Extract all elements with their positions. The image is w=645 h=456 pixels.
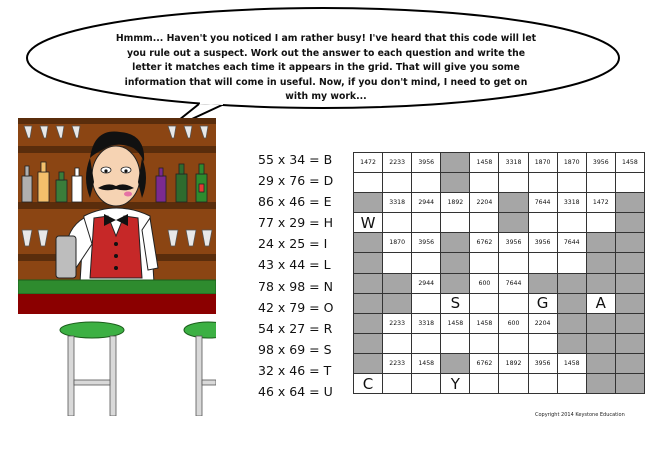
grid-number-cell: 7644 — [528, 193, 557, 213]
question-row: 98 x 69 = S — [258, 341, 332, 357]
grid-number-cell: 1870 — [528, 153, 557, 173]
bartender-illustration — [18, 118, 216, 416]
grid-answer-cell[interactable] — [586, 213, 615, 233]
grid-answer-cell[interactable] — [441, 333, 470, 353]
grid-number-cell: 3318 — [499, 153, 528, 173]
grid-row — [354, 233, 645, 253]
grid-number-cell: 6762 — [470, 233, 499, 253]
grid-answer-cell[interactable] — [557, 374, 586, 394]
question-row: 42 x 79 = O — [258, 299, 334, 315]
grid-answer-cell[interactable] — [499, 173, 528, 193]
grid-number-cell: 3956 — [528, 233, 557, 253]
grid-cell-shaded — [615, 313, 644, 333]
grid-answer-cell[interactable] — [470, 213, 499, 233]
grid-cell-shaded — [615, 374, 644, 394]
code-grid — [353, 152, 645, 394]
grid-cell-shaded — [615, 253, 644, 273]
grid-row — [354, 374, 645, 394]
grid-number-cell: 1458 — [557, 353, 586, 373]
grid-answer-cell[interactable] — [412, 173, 441, 193]
grid-row — [354, 353, 645, 373]
grid-number-cell: 2233 — [383, 153, 412, 173]
grid-answer-cell[interactable] — [412, 213, 441, 233]
grid-cell-letter: W — [354, 213, 383, 233]
grid-cell-shaded — [383, 293, 412, 313]
grid-answer-cell[interactable] — [383, 374, 412, 394]
face — [92, 146, 140, 206]
grid-number-cell: 3318 — [412, 313, 441, 333]
grid-row — [354, 313, 645, 333]
grid-cell-shaded — [586, 374, 615, 394]
grid-row — [354, 173, 645, 193]
grid-number-cell: 1472 — [354, 153, 383, 173]
grid-number-cell: 3318 — [557, 193, 586, 213]
grid-cell-shaded — [615, 273, 644, 293]
grid-answer-cell[interactable] — [412, 293, 441, 313]
grid-number-cell: 3956 — [528, 353, 557, 373]
question-row: 77 x 29 = H — [258, 215, 333, 231]
grid-cell-shaded — [615, 333, 644, 353]
grid-cell-letter: S — [441, 293, 470, 313]
question-row: 29 x 76 = D — [258, 173, 334, 189]
grid-cell-shaded — [586, 253, 615, 273]
grid-cell-shaded — [586, 353, 615, 373]
grid-answer-cell[interactable] — [354, 173, 383, 193]
grid-cell-shaded — [557, 293, 586, 313]
question-row: 32 x 46 = T — [258, 362, 332, 378]
grid-answer-cell[interactable] — [470, 333, 499, 353]
grid-cell-shaded — [441, 253, 470, 273]
grid-cell-shaded — [615, 193, 644, 213]
question-row: 86 x 46 = E — [258, 194, 332, 210]
grid-answer-cell[interactable] — [383, 333, 412, 353]
grid-number-cell: 1458 — [441, 313, 470, 333]
grid-answer-cell[interactable] — [557, 213, 586, 233]
grid-answer-cell[interactable] — [557, 253, 586, 273]
grid-number-cell: 6762 — [470, 353, 499, 373]
grid-number-cell: 600 — [499, 313, 528, 333]
grid-row — [354, 213, 645, 233]
question-row: 54 x 27 = R — [258, 320, 333, 336]
grid-answer-cell[interactable] — [383, 173, 412, 193]
grid-answer-cell[interactable] — [470, 253, 499, 273]
grid-number-cell: 2233 — [383, 313, 412, 333]
copyright-text: Copyright 2014 Keystone Education — [535, 412, 625, 418]
grid-answer-cell[interactable] — [615, 173, 644, 193]
grid-cell-shaded — [354, 313, 383, 333]
grid-cell-shaded — [354, 333, 383, 353]
grid-number-cell: 2204 — [470, 193, 499, 213]
grid-answer-cell[interactable] — [499, 333, 528, 353]
grid-row — [354, 273, 645, 293]
grid-cell-shaded — [586, 333, 615, 353]
grid-cell-shaded — [615, 353, 644, 373]
grid-cell-shaded — [354, 253, 383, 273]
grid-cell-shaded — [383, 273, 412, 293]
grid-number-cell: 3318 — [383, 193, 412, 213]
bar-counter — [18, 280, 216, 294]
grid-answer-cell[interactable] — [499, 253, 528, 273]
grid-cell-shaded — [441, 153, 470, 173]
grid-cell-shaded — [354, 273, 383, 293]
grid-answer-cell[interactable] — [528, 374, 557, 394]
grid-cell-shaded — [615, 213, 644, 233]
grid-number-cell: 3956 — [412, 233, 441, 253]
grid-cell-letter: Y — [441, 374, 470, 394]
grid-answer-cell[interactable] — [412, 374, 441, 394]
grid-row — [354, 253, 645, 273]
question-row: 78 x 98 = N — [258, 278, 333, 294]
grid-number-cell: 2204 — [528, 313, 557, 333]
grid-answer-cell[interactable] — [528, 253, 557, 273]
grid-number-cell: 600 — [470, 273, 499, 293]
question-row: 55 x 34 = B — [258, 152, 333, 167]
grid-number-cell: 1458 — [615, 153, 644, 173]
grid-number-cell: 1472 — [586, 193, 615, 213]
grid-answer-cell[interactable] — [383, 253, 412, 273]
grid-cell-shaded — [499, 193, 528, 213]
grid-cell-shaded — [499, 213, 528, 233]
grid-cell-letter: A — [586, 293, 615, 313]
question-list — [258, 152, 348, 405]
question-row: 46 x 64 = U — [258, 384, 333, 400]
speech-text: Hmmm... Haven't you noticed I am rather busy! I've heard that this code will let you rule out a suspect. Work out the answer to each question and write the letter it matches each time it appears in the grid. That will give you some information that will come in useful. Now, if you don't mind, I need to get on with my work... — [115, 33, 537, 103]
grid-row — [354, 193, 645, 213]
grid-answer-cell[interactable] — [441, 213, 470, 233]
grid-number-cell: 3956 — [499, 233, 528, 253]
grid-cell-shaded — [354, 193, 383, 213]
grid-cell-shaded — [586, 273, 615, 293]
grid-number-cell: 1458 — [470, 153, 499, 173]
grid-cell-shaded — [528, 273, 557, 293]
grid-cell-shaded — [586, 233, 615, 253]
grid-number-cell: 2944 — [412, 193, 441, 213]
grid-cell-shaded — [557, 333, 586, 353]
grid-row — [354, 333, 645, 353]
speech-bubble — [24, 6, 622, 110]
grid-cell-shaded — [354, 293, 383, 313]
grid-cell-shaded — [557, 273, 586, 293]
grid-row — [354, 293, 645, 313]
grid-number-cell: 3956 — [412, 153, 441, 173]
grid-cell-shaded — [441, 273, 470, 293]
grid-cell-shaded — [441, 353, 470, 373]
grid-answer-cell[interactable] — [470, 293, 499, 313]
grid-answer-cell[interactable] — [470, 374, 499, 394]
grid-number-cell: 3956 — [586, 153, 615, 173]
question-row: 43 x 44 = L — [258, 257, 331, 273]
grid-answer-cell[interactable] — [528, 333, 557, 353]
grid-answer-cell[interactable] — [528, 213, 557, 233]
grid-cell-shaded — [586, 313, 615, 333]
grid-answer-cell[interactable] — [499, 293, 528, 313]
grid-number-cell: 1892 — [499, 353, 528, 373]
grid-number-cell: 7644 — [557, 233, 586, 253]
grid-number-cell: 1458 — [412, 353, 441, 373]
grid-cell-shaded — [354, 233, 383, 253]
question-row: 24 x 25 = I — [258, 236, 328, 252]
grid-cell-letter: C — [354, 374, 383, 394]
grid-cell-shaded — [441, 173, 470, 193]
grid-number-cell: 1458 — [470, 313, 499, 333]
grid-cell-shaded — [615, 233, 644, 253]
grid-cell-shaded — [615, 293, 644, 313]
grid-answer-cell[interactable] — [412, 253, 441, 273]
grid-number-cell: 1892 — [441, 193, 470, 213]
grid-answer-cell[interactable] — [470, 173, 499, 193]
grid-number-cell: 1870 — [557, 153, 586, 173]
grid-row — [354, 153, 645, 173]
grid-answer-cell[interactable] — [557, 173, 586, 193]
grid-number-cell: 7644 — [499, 273, 528, 293]
grid-cell-shaded — [441, 233, 470, 253]
grid-number-cell: 2233 — [383, 353, 412, 373]
grid-number-cell: 2944 — [412, 273, 441, 293]
grid-answer-cell[interactable] — [383, 213, 412, 233]
grid-answer-cell[interactable] — [412, 333, 441, 353]
grid-cell-shaded — [557, 313, 586, 333]
cocktail-shaker — [56, 236, 76, 278]
grid-cell-letter: G — [528, 293, 557, 313]
grid-cell-shaded — [354, 353, 383, 373]
grid-answer-cell[interactable] — [528, 173, 557, 193]
code-grid-table — [353, 152, 645, 394]
grid-number-cell: 1870 — [383, 233, 412, 253]
grid-answer-cell[interactable] — [586, 173, 615, 193]
grid-answer-cell[interactable] — [499, 374, 528, 394]
